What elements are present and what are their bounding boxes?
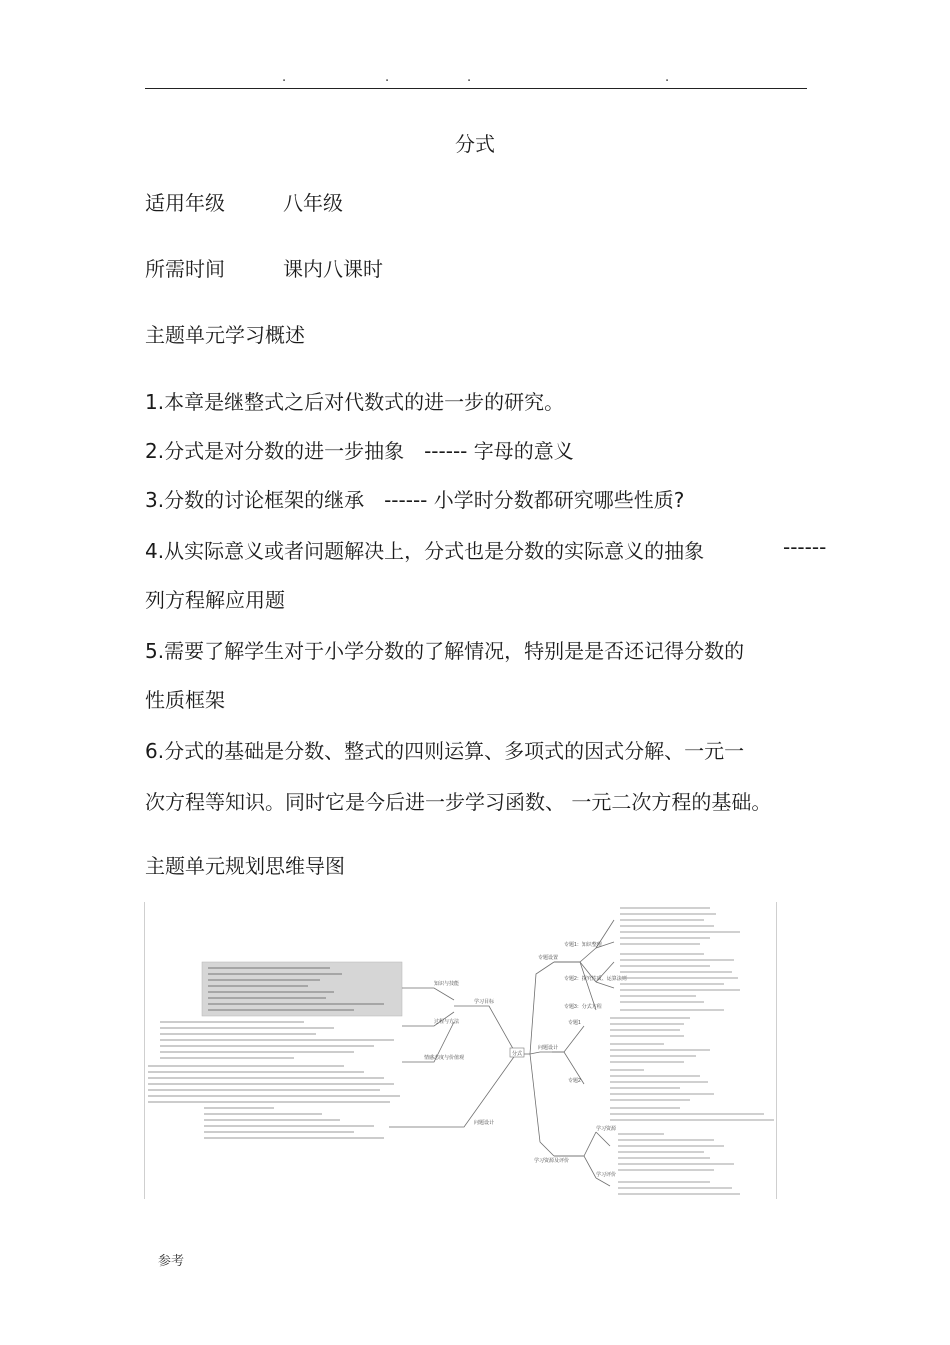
point-text: 次方程等知识。同时它是今后进一步学习函数、 一元二次方程的基础。 (145, 790, 772, 814)
point-text: 3.分数的讨论框架的继承 (145, 488, 365, 512)
point-text: 5.需要了解学生对于小学分数的了解情况，特别是是否还记得分数的 (145, 639, 745, 663)
header-dot: . (467, 70, 472, 85)
mindmap-label-knowledge: 知识与技能 (434, 981, 460, 987)
time-row (145, 253, 383, 282)
mindmap-topic-2: 专题2：探究性质、运算法则 (564, 976, 627, 982)
point-text: 1.本章是继整式之后对代数式的进一步的研究。 (145, 390, 565, 414)
point-text: 性质框架 (145, 688, 225, 712)
header-rule (145, 88, 807, 89)
mindmap-center: 分式 (512, 1051, 523, 1057)
point-1 (145, 386, 564, 415)
point-text: 2.分式是对分数的进一步抽象 (145, 439, 405, 463)
point-6-cont (145, 786, 771, 815)
mindmap-image (144, 902, 777, 1199)
mindmap-heading: 主题单元规划思维导图 (145, 854, 345, 878)
mindmap-topic-1: 专题1：知识整理 (564, 942, 602, 948)
point-dash: ------ 字母的意义 (424, 439, 574, 463)
overview-heading: 主题单元学习概述 (145, 323, 305, 347)
point-text: 列方程解应用题 (145, 588, 285, 612)
document-title: 分式 (455, 132, 495, 156)
mindmap-branch-resources: 学习资源及评价 (534, 1158, 570, 1164)
mindmap-label-resources: 学习资源 (596, 1126, 617, 1132)
time-value: 课内八课时 (283, 257, 383, 281)
mindmap-label-evaluation: 学习评价 (596, 1172, 617, 1178)
point-4 (145, 535, 827, 564)
mindmap-branch-topics: 专题设置 (538, 955, 559, 961)
grade-row (145, 187, 343, 216)
point-dash: ------ 小学时分数都研究哪些性质? (384, 488, 685, 512)
point-text: 6.分式的基础是分数、整式的四则运算、多项式的因式分解、一元一 (145, 739, 745, 763)
point-text: 4.从实际意义或者问题解决上，分式也是分数的实际意义的抽象 (145, 539, 705, 563)
mindmap-label-process: 过程与方法 (434, 1019, 460, 1025)
header-dot: . (385, 70, 390, 85)
point-5-cont (145, 684, 225, 713)
mindmap-question-2: 专题2 (568, 1078, 581, 1084)
header-dot: . (282, 70, 287, 85)
mindmap-topic-3: 专题3：分式方程 (564, 1004, 602, 1010)
point-dash: ------ (783, 535, 827, 559)
point-2 (145, 435, 574, 464)
footer-text: 参考 (158, 1254, 185, 1269)
point-3 (145, 484, 684, 513)
grade-label: 适用年级 (145, 191, 225, 215)
mindmap-branch-goals: 学习目标 (474, 999, 495, 1005)
time-label: 所需时间 (145, 257, 225, 281)
point-6 (145, 735, 744, 764)
grade-value: 八年级 (283, 191, 343, 215)
mindmap-label-questions: 问题设计 (474, 1120, 495, 1126)
point-5 (145, 635, 744, 664)
header-dots (145, 70, 807, 88)
header-dot: . (665, 70, 670, 85)
mindmap-label-attitude: 情感态度与价值观 (424, 1055, 465, 1061)
mindmap-branch-questions: 问题设计 (538, 1045, 559, 1051)
mindmap-question-1: 专题1 (568, 1020, 581, 1026)
point-4-cont (145, 584, 285, 613)
